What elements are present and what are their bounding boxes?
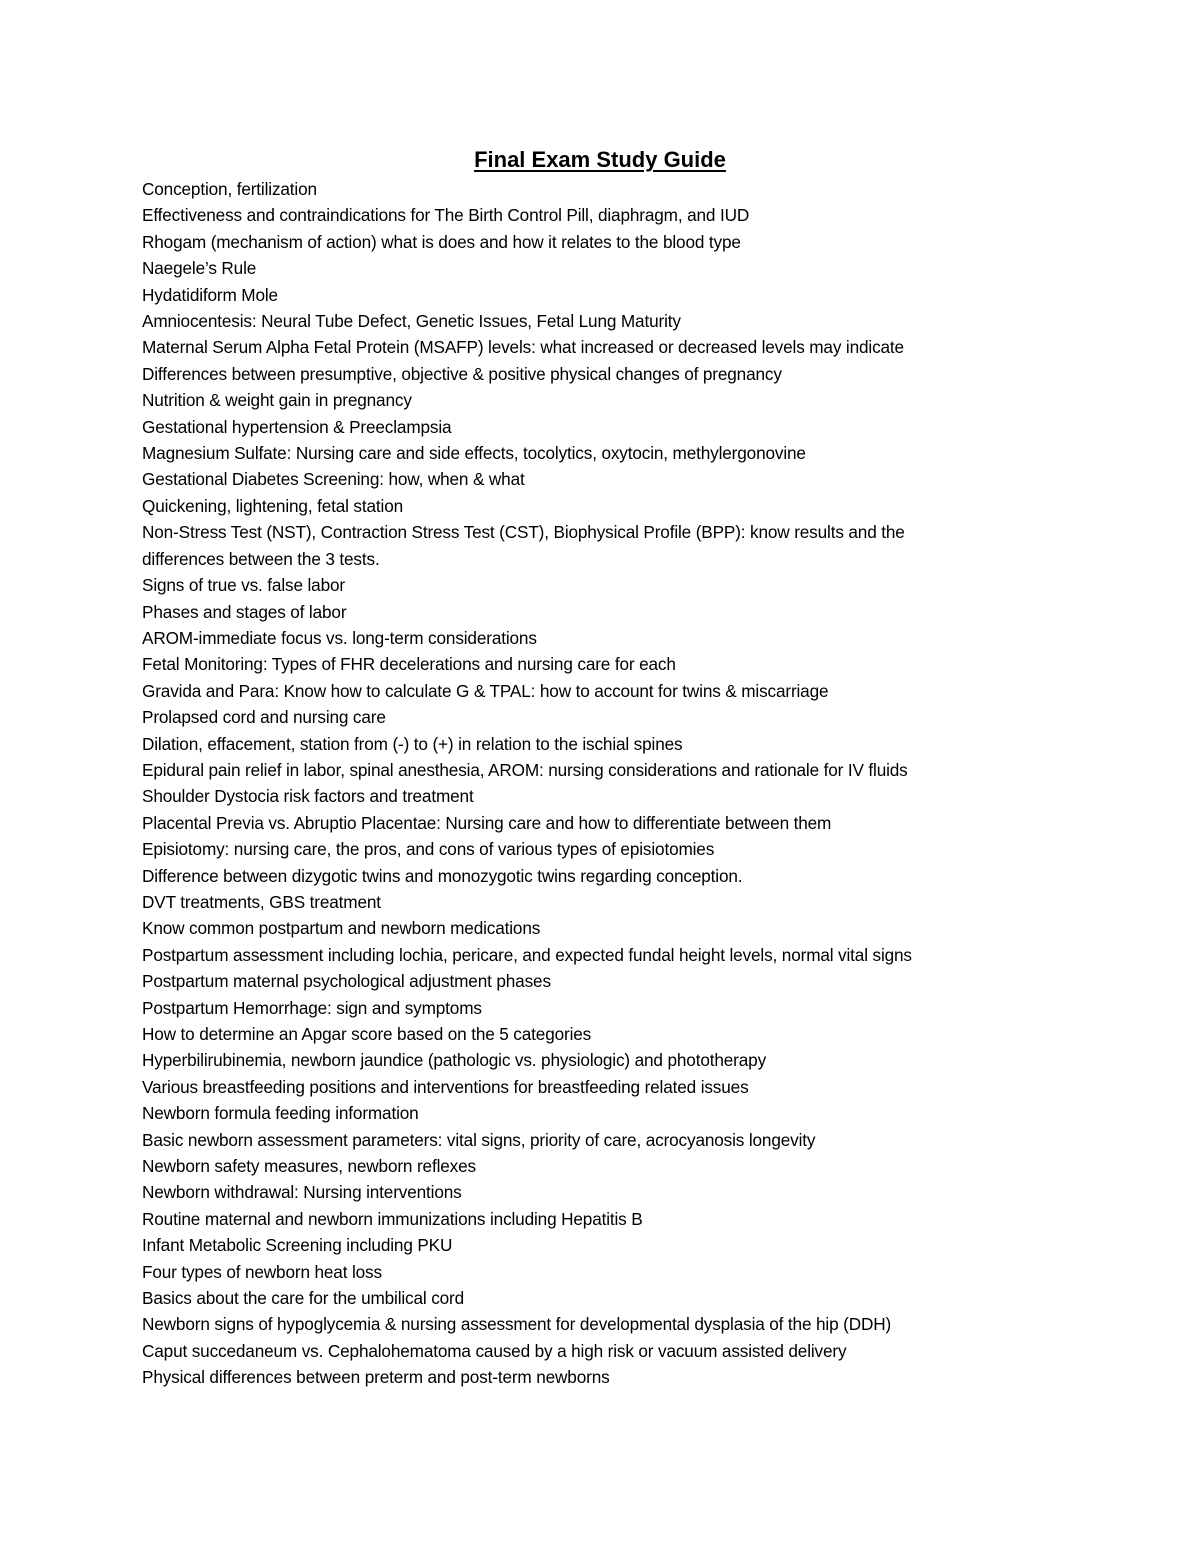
- study-topic-line: Nutrition & weight gain in pregnancy: [142, 390, 412, 411]
- study-topic-line: Gestational hypertension & Preeclampsia: [142, 416, 452, 437]
- study-topic-line: Newborn formula feeding information: [142, 1103, 419, 1124]
- study-topic-line: Various breastfeeding positions and interventions for breastfeeding related issues: [142, 1076, 749, 1097]
- study-topic-line: Gravida and Para: Know how to calculate G & TPAL: how to account for twins & miscarriage: [142, 680, 829, 701]
- study-topic-line: Postpartum Hemorrhage: sign and symptoms: [142, 997, 482, 1018]
- study-topic-line: Fetal Monitoring: Types of FHR decelerations and nursing care for each: [142, 654, 676, 675]
- study-topic-line: Hydatidiform Mole: [142, 284, 278, 305]
- study-topic-line: Basic newborn assessment parameters: vital signs, priority of care, acrocyanosis longevity: [142, 1129, 816, 1150]
- study-topic-line: Naegele’s Rule: [142, 258, 257, 279]
- study-topic-line: Basics about the care for the umbilical cord: [142, 1288, 465, 1309]
- study-topic-line: Signs of true vs. false labor: [142, 575, 345, 596]
- study-topic-line: How to determine an Apgar score based on the 5 categories: [142, 1024, 592, 1044]
- study-topic-line: Gestational Diabetes Screening: how, when & what: [142, 469, 525, 490]
- study-topic-line: Differences between presumptive, objective & positive physical changes of pregnancy: [142, 363, 782, 384]
- study-topic-line: AROM-immediate focus vs. long-term considerations: [142, 627, 537, 648]
- study-topic-line: Four types of newborn heat loss: [142, 1261, 382, 1282]
- study-topic-line: Epidural pain relief in labor, spinal anesthesia, AROM: nursing considerations and rationale for IV fluids: [142, 759, 908, 780]
- study-topic-line: DVT treatments, GBS treatment: [142, 891, 381, 912]
- study-guide-list: [142, 176, 1142, 1391]
- study-topic-line: Maternal Serum Alpha Fetal Protein (MSAFP) levels: what increased or decreased levels may indicate: [142, 337, 904, 358]
- study-topic-line: Routine maternal and newborn immunizations including Hepatitis B: [142, 1208, 643, 1229]
- study-topic-line: Rhogam (mechanism of action) what is does and how it relates to the blood type: [142, 231, 741, 252]
- document-title: Final Exam Study Guide: [474, 147, 726, 172]
- study-topic-line: Difference between dizygotic twins and monozygotic twins regarding conception.: [142, 865, 743, 886]
- study-topic-line: Episiotomy: nursing care, the pros, and cons of various types of episiotomies: [142, 839, 715, 860]
- study-topic-line: Newborn signs of hypoglycemia & nursing assessment for developmental dysplasia of the hip (DDH): [142, 1314, 892, 1335]
- study-topic-line: Newborn withdrawal: Nursing interventions: [142, 1182, 462, 1203]
- study-topic-line: Caput succedaneum vs. Cephalohematoma caused by a high risk or vacuum assisted delivery: [142, 1340, 847, 1361]
- study-topic-line: Postpartum maternal psychological adjustment phases: [142, 971, 551, 992]
- study-topic-line: Infant Metabolic Screening including PKU: [142, 1235, 453, 1256]
- study-topic-line: Quickening, lightening, fetal station: [142, 495, 404, 516]
- study-topic-line: Non-Stress Test (NST), Contraction Stress Test (CST), Biophysical Profile (BPP): know results and the: [142, 522, 905, 543]
- study-topic-line: Conception, fertilization: [142, 179, 317, 199]
- study-topic-line: Phases and stages of labor: [142, 601, 347, 622]
- study-topic-line: Postpartum assessment including lochia, pericare, and expected fundal height levels, normal vital signs: [142, 944, 912, 965]
- study-topic-line: Amniocentesis: Neural Tube Defect, Genetic Issues, Fetal Lung Maturity: [142, 311, 681, 332]
- study-topic-line: Shoulder Dystocia risk factors and treatment: [142, 786, 474, 807]
- study-topic-line: Placental Previa vs. Abruptio Placentae: Nursing care and how to differentiate between them: [142, 812, 832, 833]
- study-topic-line: Physical differences between preterm and post-term newborns: [142, 1367, 610, 1388]
- study-topic-line: Prolapsed cord and nursing care: [142, 707, 386, 728]
- study-topic-line: Hyperbilirubinemia, newborn jaundice (pathologic vs. physiologic) and phototherapy: [142, 1050, 767, 1071]
- study-topic-line: Newborn safety measures, newborn reflexes: [142, 1156, 476, 1177]
- study-topic-line: Dilation, effacement, station from (-) to (+) in relation to the ischial spines: [142, 733, 683, 754]
- study-topic-line: differences between the 3 tests.: [142, 548, 380, 569]
- study-topic-line: Effectiveness and contraindications for The Birth Control Pill, diaphragm, and IUD: [142, 205, 750, 226]
- study-topic-line: Know common postpartum and newborn medications: [142, 918, 541, 939]
- study-topic-line: Magnesium Sulfate: Nursing care and side effects, tocolytics, oxytocin, methylergonovine: [142, 443, 806, 464]
